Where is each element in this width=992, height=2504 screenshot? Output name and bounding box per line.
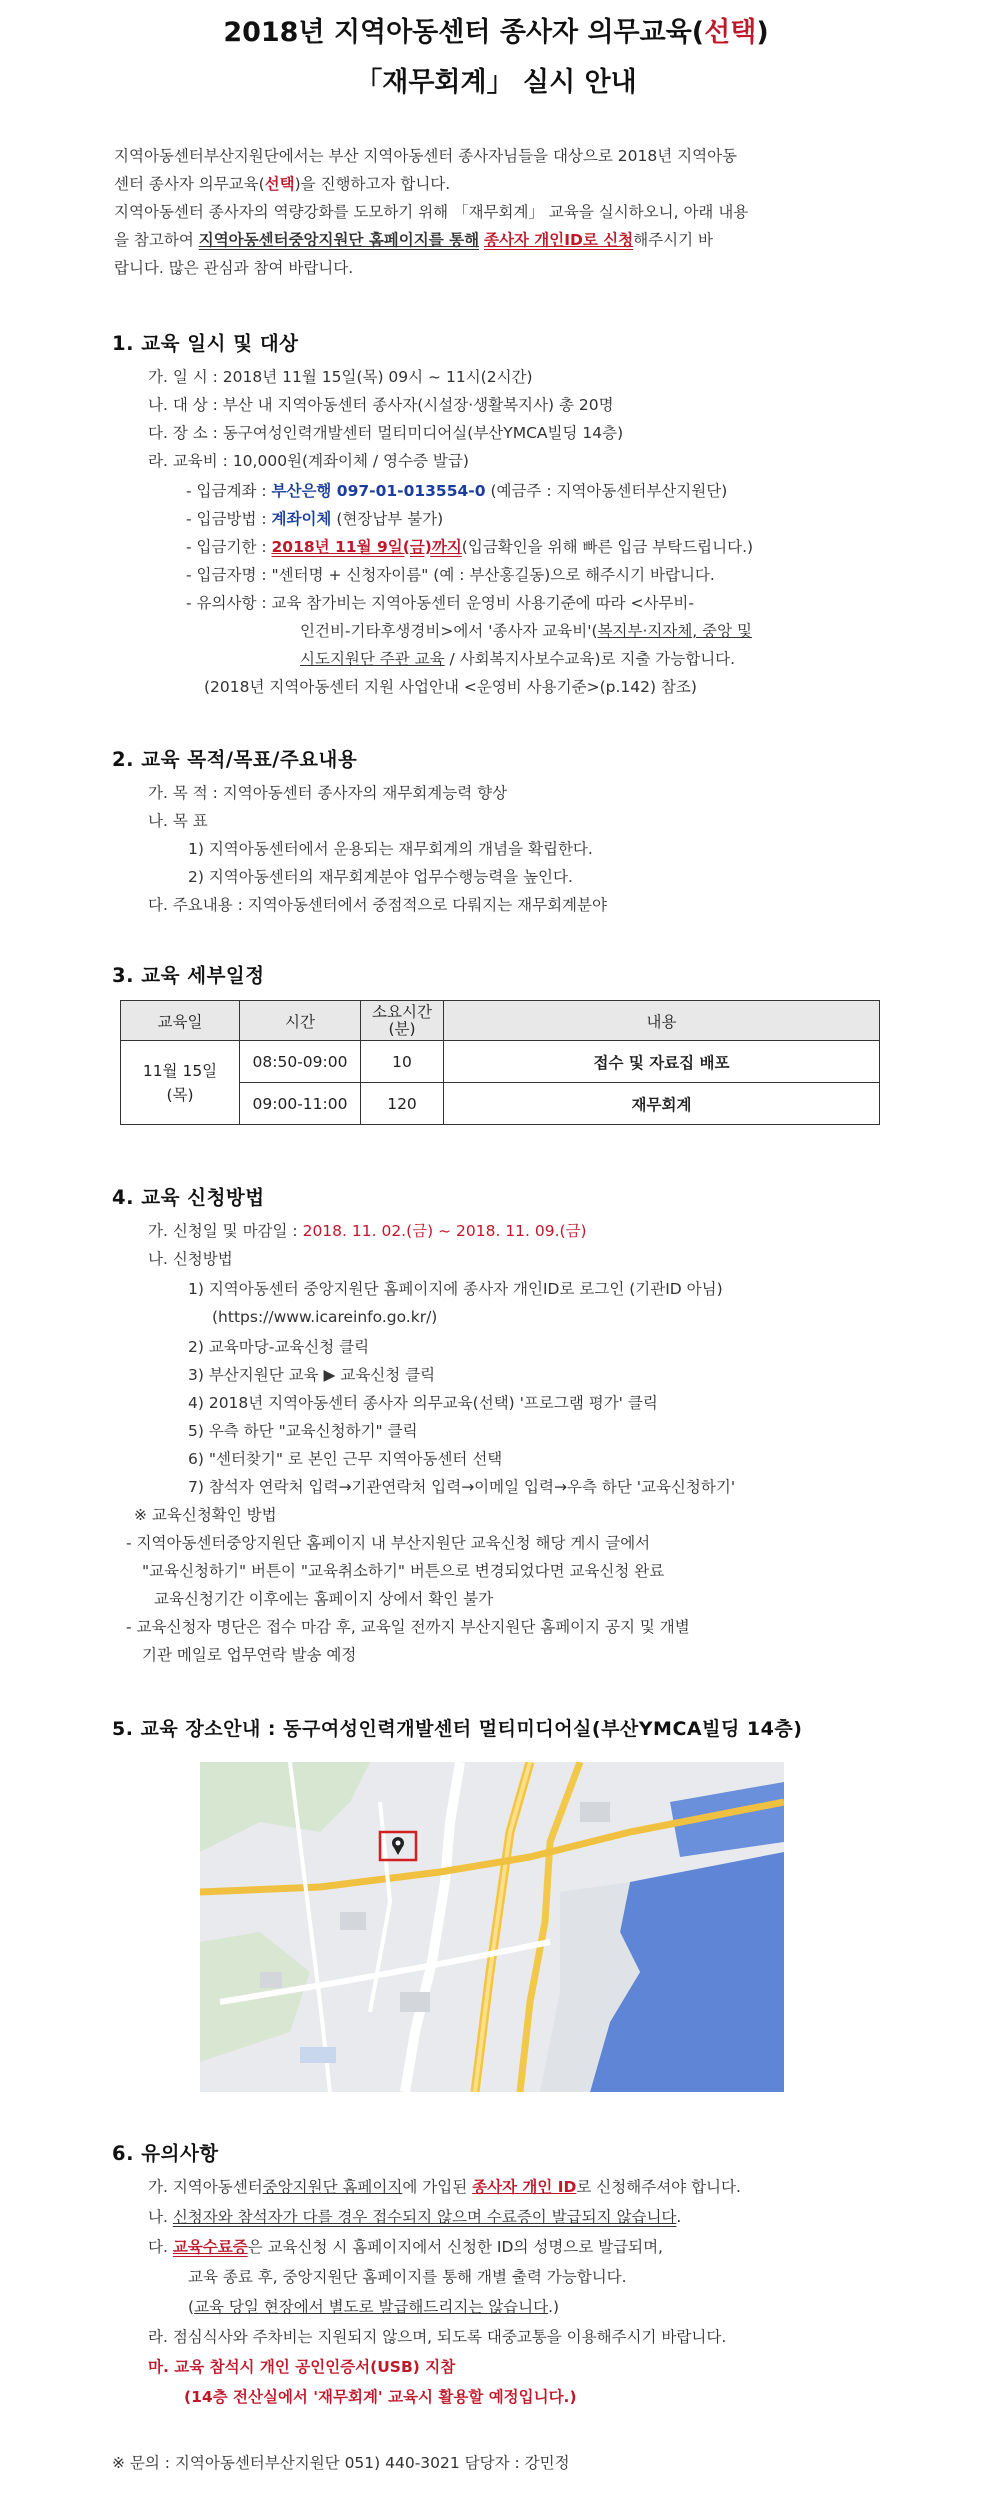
s4-step5: 5) 우측 하단 "교육신청하기" 클릭	[188, 1422, 418, 1440]
intro-paragraph: 지역아동센터부산지원단에서는 부산 지역아동센터 종사자님들을 대상으로 2018년 지역아동 센터 종사자 의무교육(선택)을 진행하고자 합니다. 지역아동센터 종사자의 역량강화를 도모하기 위해 「재무회계」 교육을 실시하오니, 아래 내용 을 참고하여 지역아동센터중앙지원단 홈페이지를 통해 종사자 개인ID로 신청해주시기 바 랍니다. 많은 관심과 참여 바랍니다.	[114, 147, 749, 277]
section2-heading: 2. 교육 목적/목표/주요내용	[112, 748, 358, 771]
s4-step3: 3) 부산지원단 교육 ▶ 교육신청 클릭	[188, 1366, 436, 1384]
s4-step2: 2) 교육마당-교육신청 클릭	[188, 1338, 370, 1356]
s4-step4: 4) 2018년 지역아동센터 종사자 의무교육(선택) '프로그램 평가' 클릭	[188, 1394, 658, 1412]
s1-deadline: - 입금기한 : 2018년 11월 9일(금)까지(입금확인을 위해 빠른 입금 부탁드립니다.)	[186, 538, 754, 556]
section3-heading: 3. 교육 세부일정	[112, 964, 265, 987]
s6-e2: (14층 전산실에서 '재무회계' 교육시 활용할 예정입니다.)	[184, 2388, 577, 2406]
s1-fee: 라. 교육비 : 10,000원(계좌이체 / 영수증 발급)	[148, 452, 469, 470]
s1-note-line4: (2018년 지역아동센터 지원 사업안내 <운영비 사용기준>(p.142) 참조)	[204, 678, 697, 696]
header-date: 교육일	[121, 1001, 240, 1041]
s2-goal2: 2) 지역아동센터의 재무회계분야 업무수행능력을 높인다.	[188, 868, 573, 886]
contact-info: ※ 문의 : 지역아동센터부산지원단 051) 440-3021 담당자 : 강민정	[112, 2454, 570, 2472]
s1-payer: - 입금자명 : "센터명 + 신청자이름" (예 : 부산홍길동)으로 해주시기 바랍니다.	[186, 566, 715, 584]
s4-confirm-line3: 교육신청기간 이후에는 홈페이지 상에서 확인 불가	[154, 1590, 494, 1608]
s6-b: 나. 신청자와 참석자가 다를 경우 접수되지 않으며 수료증이 발급되지 않습니다.	[148, 2208, 682, 2226]
s4-step6: 6) "센터찾기" 로 본인 근무 지역아동센터 선택	[188, 1450, 503, 1468]
s4-confirm-line1: - 지역아동센터중앙지원단 홈페이지 내 부산지원단 교육신청 해당 게시 글에서	[126, 1534, 651, 1552]
s4-step1-url: (https://www.icareinfo.go.kr/)	[212, 1308, 438, 1326]
s4-confirm-heading: ※ 교육신청확인 방법	[134, 1506, 277, 1524]
s1-account: - 입금계좌 : 부산은행 097-01-013554-0 (예금주 : 지역아동센터부산지원단)	[186, 482, 728, 500]
s1-note-line3: 시도지원단 주관 교육 / 사회복지사보수교육)로 지출 가능합니다.	[300, 650, 736, 668]
section4-heading: 4. 교육 신청방법	[112, 1186, 265, 1209]
s6-c3: (교육 당일 현장에서 별도로 발급해드리지는 않습니다.)	[188, 2298, 560, 2316]
cell-date: 11월 15일 (목)	[121, 1041, 240, 1125]
s6-c2: 교육 종료 후, 중앙지원단 홈페이지를 통해 개별 출력 가능합니다.	[188, 2268, 627, 2286]
location-map[interactable]	[200, 1762, 784, 2092]
section5-heading: 5. 교육 장소안내 : 동구여성인력개발센터 멀티미디어실(부산YMCA빌딩 14층)	[112, 1718, 803, 1740]
cell-content: 접수 및 자료집 배포	[444, 1041, 880, 1083]
s4-period: 가. 신청일 및 마감일 : 2018. 11. 02.(금) ~ 2018. 11. 09.(금)	[148, 1222, 587, 1240]
s2-content: 다. 주요내용 : 지역아동센터에서 중점적으로 다뤄지는 재무회계분야	[148, 896, 607, 914]
page-title: 2018년 지역아동센터 종사자 의무교육(선택)	[223, 17, 769, 48]
cell-minutes: 120	[361, 1083, 444, 1125]
s1-target: 나. 대 상 : 부산 내 지역아동센터 종사자(시설장·생활복지사) 총 20명	[148, 396, 614, 414]
section1-heading: 1. 교육 일시 및 대상	[112, 332, 299, 355]
map-graphic	[200, 1762, 784, 2092]
s4-step1: 1) 지역아동센터 중앙지원단 홈페이지에 종사자 개인ID로 로그인 (기관ID 아님)	[188, 1280, 723, 1298]
s1-note-line1: - 유의사항 : 교육 참가비는 지역아동센터 운영비 사용기준에 따라 <사무비-	[186, 594, 694, 612]
header-minutes: 소요시간 (분)	[361, 1001, 444, 1041]
section6-heading: 6. 유의사항	[112, 2142, 219, 2165]
cell-minutes: 10	[361, 1041, 444, 1083]
cell-content: 재무회계	[444, 1083, 880, 1125]
s4-method: 나. 신청방법	[148, 1250, 233, 1268]
s6-c: 다. 교육수료증은 교육신청 시 홈페이지에서 신청한 ID의 성명으로 발급되며,	[148, 2238, 663, 2256]
s4-step7: 7) 참석자 연락처 입력→기관연락처 입력→이메일 입력→우측 하단 '교육신청하기'	[188, 1478, 736, 1496]
header-time: 시간	[240, 1001, 361, 1041]
s4-confirm-line2: "교육신청하기" 버튼이 "교육취소하기" 버튼으로 변경되었다면 교육신청 완료	[142, 1562, 665, 1580]
s1-place: 다. 장 소 : 동구여성인력개발센터 멀티미디어실(부산YMCA빌딩 14층)	[148, 424, 624, 442]
s4-confirm-line4: - 교육신청자 명단은 접수 마감 후, 교육일 전까지 부산지원단 홈페이지 공지 및 개별	[126, 1618, 690, 1636]
cell-time: 09:00-11:00	[240, 1083, 361, 1125]
s6-e1: 마. 교육 참석시 개인 공인인증서(USB) 지참	[148, 2358, 456, 2376]
s1-method: - 입금방법 : 계좌이체 (현장납부 불가)	[186, 510, 444, 528]
schedule-table	[120, 1000, 880, 1125]
s6-d: 라. 점심식사와 주차비는 지원되지 않으며, 되도록 대중교통을 이용해주시기 바랍니다.	[148, 2328, 727, 2346]
s2-purpose: 가. 목 적 : 지역아동센터 종사자의 재무회계능력 향상	[148, 784, 508, 802]
s2-goal1: 1) 지역아동센터에서 운용되는 재무회계의 개념을 확립한다.	[188, 840, 593, 858]
s1-date: 가. 일 시 : 2018년 11월 15일(목) 09시 ~ 11시(2시간)	[148, 368, 533, 386]
cell-time: 08:50-09:00	[240, 1041, 361, 1083]
table-header-row	[121, 1001, 880, 1041]
s1-note-line2: 인건비-기타후생경비>에서 '종사자 교육비'(복지부·지자체, 중앙 및	[300, 622, 753, 640]
page-subtitle: 「재무회계」 실시 안내	[355, 67, 637, 98]
header-content: 내용	[444, 1001, 880, 1041]
s2-goal: 나. 목 표	[148, 812, 208, 830]
s4-confirm-line5: 기관 메일로 업무연락 발송 예정	[142, 1646, 357, 1664]
s6-a: 가. 지역아동센터중앙지원단 홈페이지에 가입된 종사자 개인 ID로 신청해주셔야 합니다.	[148, 2178, 741, 2196]
table-row	[121, 1041, 880, 1083]
